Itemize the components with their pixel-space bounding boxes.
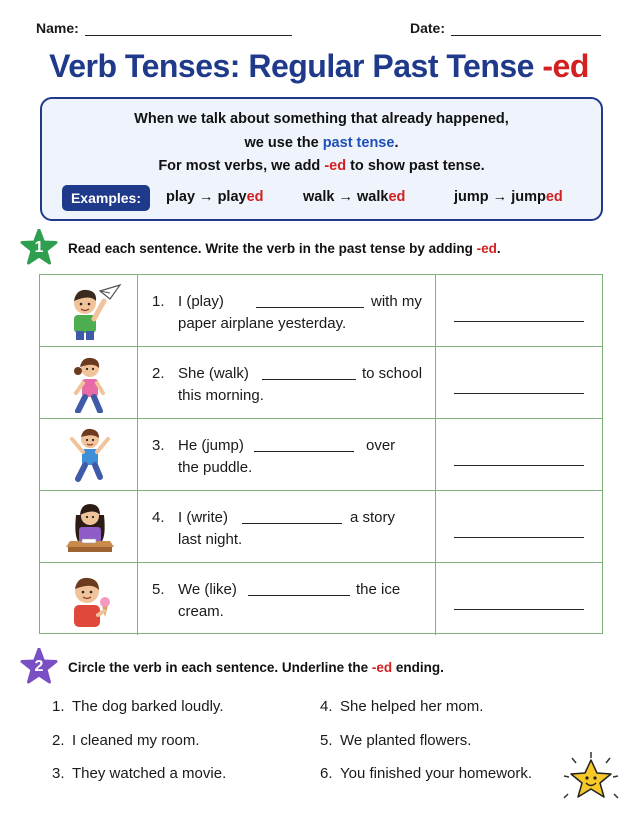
info-box (40, 97, 603, 221)
table-row (40, 491, 602, 563)
info-line-3: For most verbs, we add -ed to show past tense. (158, 158, 485, 174)
picture-cell (40, 347, 138, 418)
table-row (40, 563, 602, 635)
date-label: Date: (410, 20, 446, 36)
list-item[interactable]: 4. She helped her mom. (320, 698, 484, 715)
answer-cell (436, 419, 602, 490)
table-row (40, 347, 602, 419)
girl-writing-icon (54, 497, 124, 557)
picture-cell (40, 563, 138, 635)
boy-paper-airplane-icon (54, 281, 124, 341)
exercise-table (39, 274, 603, 634)
picture-cell (40, 275, 138, 346)
section-1-number: 1 (34, 239, 44, 256)
list-item[interactable]: 1. The dog barked loudly. (52, 698, 224, 715)
list-item[interactable]: 6. You finished your homework. (320, 765, 533, 782)
list-item[interactable]: 5. We planted flowers. (320, 732, 472, 749)
section-2-instruction: Circle the verb in each sentence. Underline the -ed ending. (68, 660, 444, 675)
examples-label: Examples: (62, 185, 150, 211)
title-suffix: -ed (542, 48, 589, 84)
boy-jumping-icon (54, 425, 124, 485)
example-play: play → played (166, 189, 264, 205)
ed-suffix: -ed (324, 158, 347, 174)
title-main: Verb Tenses: Regular Past Tense (49, 48, 543, 84)
answer-line[interactable] (454, 321, 584, 322)
section-1-star-badge (20, 229, 58, 267)
answer-line[interactable] (454, 393, 584, 394)
picture-cell (40, 491, 138, 562)
page-title (0, 48, 638, 85)
answer-line[interactable] (454, 609, 584, 610)
sentence-cell: 4. I (write) a story last night. (138, 491, 436, 562)
example-jump: jump → jumped (454, 189, 563, 205)
sentence-cell: 5. We (like) the ice cream. (138, 563, 436, 635)
boy-ice-cream-icon (54, 569, 124, 629)
sentence-blank[interactable] (254, 451, 354, 452)
info-line-1: When we talk about something that already happened, (134, 111, 509, 127)
sentence-blank[interactable] (262, 379, 356, 380)
girl-walking-icon (54, 353, 124, 413)
sentence-blank[interactable] (256, 307, 364, 308)
past-tense-term: past tense (322, 135, 395, 151)
section-2-number: 2 (34, 658, 44, 675)
section-1-instruction: Read each sentence. Write the verb in the past tense by adding -ed. (68, 241, 501, 256)
sentence-blank[interactable] (248, 595, 350, 596)
sentence-cell: 3. He (jump) over the puddle. (138, 419, 436, 490)
name-field (36, 20, 292, 36)
example-walk: walk → walked (303, 189, 406, 205)
name-blank-line[interactable] (85, 22, 292, 36)
sentence-cell: 1. I (play) with my paper airplane yesterday. (138, 275, 436, 346)
answer-cell (436, 275, 602, 346)
answer-line[interactable] (454, 465, 584, 466)
answer-cell (436, 491, 602, 562)
answer-cell (436, 563, 602, 635)
section-2-star-badge (20, 648, 58, 686)
smiling-star-icon (558, 750, 624, 810)
name-label: Name: (36, 20, 79, 36)
table-row (40, 419, 602, 491)
sentence-cell: 2. She (walk) to school this morning. (138, 347, 436, 418)
info-line-2: we use the past tense. (244, 135, 399, 151)
date-field (410, 20, 601, 36)
list-item[interactable]: 2. I cleaned my room. (52, 732, 200, 749)
date-blank-line[interactable] (451, 22, 601, 36)
answer-cell (436, 347, 602, 418)
table-row (40, 275, 602, 347)
sentence-blank[interactable] (242, 523, 342, 524)
answer-line[interactable] (454, 537, 584, 538)
list-item[interactable]: 3. They watched a movie. (52, 765, 227, 782)
picture-cell (40, 419, 138, 490)
